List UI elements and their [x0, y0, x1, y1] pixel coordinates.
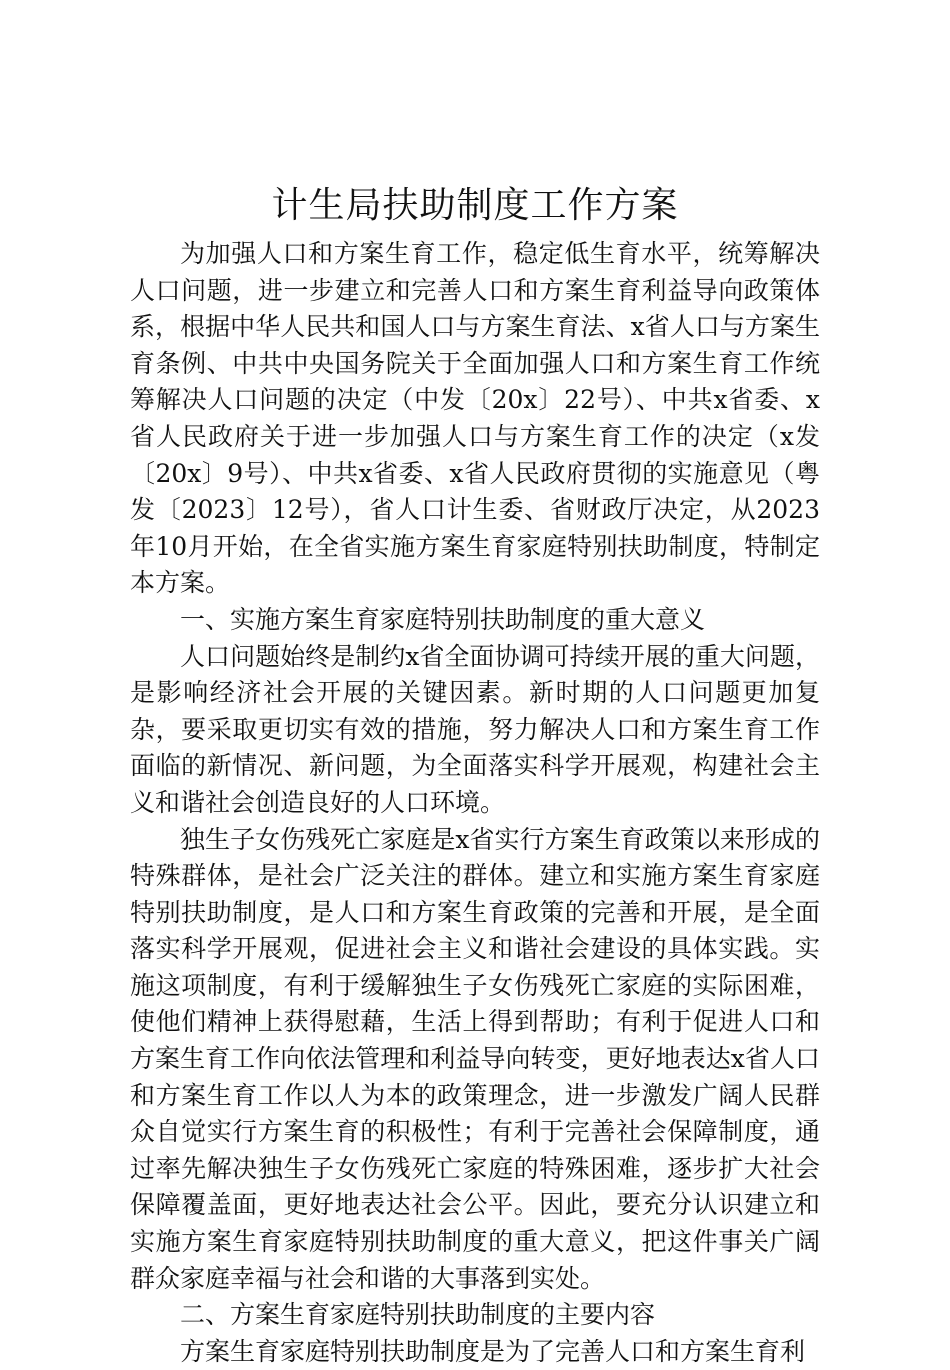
document-page — [130, 182, 820, 1370]
body-paragraph: 独生子女伤残死亡家庭是x省实行方案生育政策以来形成的特殊群体，是社会广泛关注的群体。建立和实施方案生育家庭特别扶助制度，是人口和方案生育政策的完善和开展，是全面落实科学开展观，促进社会主义和谐社会建设的具体实践。实施这项制度，有利于缓解独生子女伤残死亡家庭的实际困难，使他们精神上获得慰藉，生活上得到帮助；有利于促进人口和方案生育工作向依法管理和利益导向转变，更好地表达x省人口和方案生育工作以人为本的政策理念，进一步激发广阔人民群众自觉实行方案生育的积极性；有利于完善社会保障制度，通过率先解决独生子女伤残死亡家庭的特殊困难，逐步扩大社会保障覆盖面，更好地表达社会公平。因此，要充分认识建立和实施方案生育家庭特别扶助制度的重大意义，把这件事关广阔群众家庭幸福与社会和谐的大事落到实处。 — [130, 824, 820, 1293]
body-paragraph: 方案生育家庭特别扶助制度是为了完善人口和方案生育利 — [180, 1336, 806, 1366]
document-title: 计生局扶助制度工作方案 — [271, 185, 679, 226]
section-heading-1: 一、实施方案生育家庭特别扶助制度的重大意义 — [180, 604, 706, 634]
section-heading-2: 二、方案生育家庭特别扶助制度的主要内容 — [180, 1300, 656, 1330]
body-paragraph: 人口问题始终是制约x省全面协调可持续开展的重大问题，是影响经济社会开展的关键因素。新时期的人口问题更加复杂，要采取更切实有效的措施，努力解决人口和方案生育工作面临的新情况、新问题，为全面落实科学开展观，构建社会主义和谐社会创造良好的人口环境。 — [130, 641, 820, 817]
intro-paragraph: 为加强人口和方案生育工作，稳定低生育水平，统筹解决人口问题，进一步建立和完善人口和方案生育利益导向政策体系，根据中华人民共和国人口与方案生育法、x省人口与方案生育条例、中共中央国务院关于全面加强人口和方案生育工作统筹解决人口问题的决定（中发〔20x〕22号）、中共x省委、x省人民政府关于进一步加强人口与方案生育工作的决定（x发〔20x〕9号）、中共x省委、x省人民政府贯彻的实施意见（粤发〔2023〕12号），省人口计生委、省财政厅决定，从2023年10月开始，在全省实施方案生育家庭特别扶助制度，特制定本方案。 — [130, 239, 820, 598]
